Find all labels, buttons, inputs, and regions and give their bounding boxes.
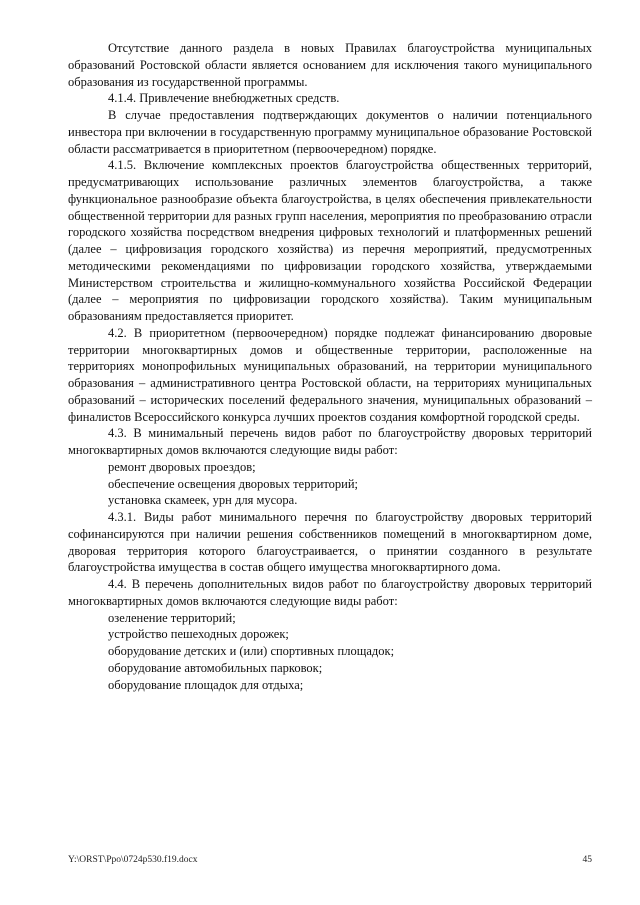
list-item-min-2: обеспечение освещения дворовых территорий;: [108, 476, 359, 491]
footer-file-path: Y:\ORST\Ppo\0724p530.f19.docx: [68, 855, 198, 865]
paragraph-4-2: 4.2. В приоритетном (первоочередном) порядке подлежат финансированию дворовые территории многоквартирных домов и общественные территории, расположенные на территориях монопрофильных муниципальных образований, на территории муниципального образования – административного центра Ростовской области, на территориях муниципальных образований – исторических поселений федерального значения, муниципальных образований – финалистов Всероссийского конкурса лучших проектов создания комфортной городской среды.: [68, 325, 592, 424]
list-item-extra-5: оборудование площадок для отдыха;: [108, 677, 304, 692]
paragraph-4-3-1: 4.3.1. Виды работ минимального перечня по благоустройству дворовых территорий софинансируются при наличии решения собственников помещений в многоквартирном доме, дворовая территория которого благоустраивается, о принятии созданного в результате благоустройства имущества в состав общего имущества многоквартирного дома.: [68, 510, 592, 575]
list-item-extra-2: устройство пешеходных дорожек;: [108, 627, 289, 642]
paragraph-4-1-4-heading: 4.1.4. Привлечение внебюджетных средств.: [108, 91, 340, 106]
page-footer: [68, 855, 592, 865]
paragraph-4-4: 4.4. В перечень дополнительных видов работ по благоустройству дворовых территорий многоквартирных домов включаются следующие виды работ:: [68, 577, 592, 608]
paragraph-investor: В случае предоставления подтверждающих документов о наличии потенциального инвестора при включении в государственную программу муниципальное образование Ростовской области рассматривается в приоритетном (первоочередном) порядке.: [68, 108, 592, 156]
list-item-extra-4: оборудование автомобильных парковок;: [108, 660, 323, 675]
document-body: [68, 40, 592, 693]
list-item-min-1: ремонт дворовых проездов;: [108, 459, 256, 474]
paragraph-section-absence: Отсутствие данного раздела в новых Правилах благоустройства муниципальных образований Ростовской области является основанием для исключения такого муниципального образования из государственной программы.: [68, 41, 592, 89]
list-item-extra-1: озеленение территорий;: [108, 610, 236, 625]
paragraph-4-1-5: 4.1.5. Включение комплексных проектов благоустройства общественных территорий, предусматривающих использование различных элементов благоустройства, а также функциональное разнообразие объекта благоустройства, в целях обеспечения привлекательности общественной территории для разных групп населения, мероприятия по преобразованию отрасли городского хозяйства посредством внедрения цифровых технологий и платформенных решений (далее – цифровизация городского хозяйства) из перечня мероприятий, предусмотренных методическими рекомендациями по цифровизации городского хозяйства, утверждаемыми Министерством строительства и жилищно-коммунального хозяйства Российской Федерации (далее – мероприятия по цифровизации городского хозяйства). Таким муниципальным образованиям предоставляется приоритет.: [68, 158, 592, 323]
list-item-extra-3: оборудование детских и (или) спортивных площадок;: [108, 644, 395, 658]
paragraph-4-3: 4.3. В минимальный перечень видов работ по благоустройству дворовых территорий многоквартирных домов включаются следующие виды работ:: [68, 426, 592, 457]
footer-page-number: 45: [582, 855, 592, 865]
list-item-min-3: установка скамеек, урн для мусора.: [108, 493, 298, 508]
